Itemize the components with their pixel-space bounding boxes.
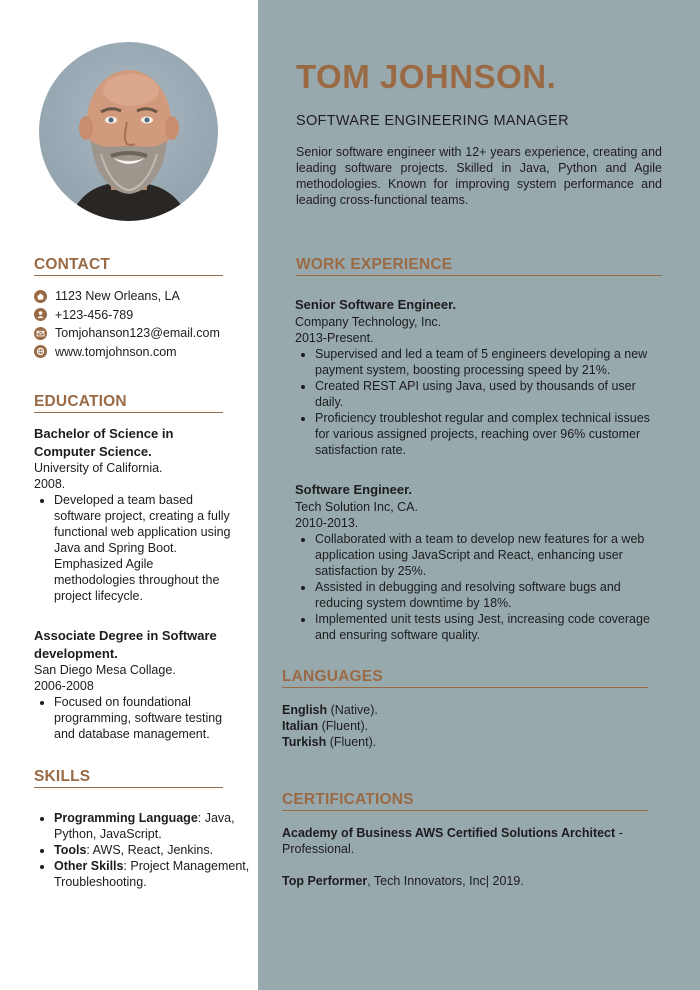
job-bullets (295, 346, 660, 458)
email-icon (34, 327, 47, 340)
contact-list (34, 287, 249, 361)
language-name: English (282, 703, 328, 717)
language-item (282, 718, 378, 734)
certification-detail: , Tech Innovators, Inc| 2019. (367, 874, 524, 888)
profile-photo (39, 42, 218, 221)
left-column (0, 0, 258, 990)
skill-item (54, 810, 264, 842)
job-bullet: • Implemented unit tests using Jest, increasing code coverage and ensuring software quality. (315, 611, 660, 643)
school-name: University of California. (34, 461, 163, 475)
degree-title: Associate Degree in Software development. (34, 628, 217, 661)
languages-list (282, 702, 378, 750)
education-bullet: • Focused on foundational programming, software testing and database management. (54, 694, 234, 742)
language-level: (Fluent). (318, 719, 369, 733)
education-bullet: • Developed a team based software project, creating a fully functional web application using Java and Spring Boot. Emphasized Agile methodologies throughout the project lifecycle. (54, 492, 234, 604)
education-entry (34, 425, 234, 604)
work-experience-heading: WORK EXPERIENCE (296, 256, 453, 273)
certifications-divider (282, 810, 648, 811)
job-entry (295, 481, 660, 643)
candidate-name: TOM JOHNSON. (296, 58, 557, 95)
job-bullet: • Supervised and led a team of 5 engineers developing a new payment system, boosting processing speed by 21%. (315, 346, 660, 378)
education-heading: EDUCATION (34, 393, 127, 410)
globe-icon (34, 345, 47, 358)
education-entry (34, 627, 234, 742)
skill-value: : Project Management, Troubleshooting. (54, 859, 250, 889)
language-level: (Fluent). (326, 735, 377, 749)
degree-title: Bachelor of Science in Computer Science. (34, 426, 174, 459)
job-entry (295, 296, 660, 458)
job-bullet: • Created REST API using Java, used by thousands of user daily. (315, 378, 660, 410)
education-bullets (34, 694, 234, 742)
contact-website-text: www.tomjohnson.com (55, 344, 177, 359)
profile-summary: Senior software engineer with 12+ years experience, creating and leading software projects. Skilled in Java, Python and Agile methodologies. Known for improving system performance and leading cross-functional teams. (296, 145, 662, 207)
contact-address-text: 1123 New Orleans, LA (55, 289, 180, 304)
job-period: 2010-2013. (295, 516, 359, 530)
skill-value: : Java, Python, JavaScript. (54, 811, 235, 841)
skill-label: Tools (54, 843, 87, 857)
skill-item (54, 858, 264, 890)
contact-website (34, 343, 249, 362)
job-title: Software Engineer. (295, 482, 413, 497)
contact-email-text: Tomjohanson123@email.com (55, 326, 220, 341)
skill-value: : AWS, React, Jenkins. (86, 843, 214, 857)
contact-phone-text: +123-456-789 (55, 307, 134, 322)
languages-divider (282, 687, 648, 688)
job-bullet: • Proficiency troubleshot regular and complex technical issues for various assigned projects, reaching over 96% customer satisfaction rate. (315, 410, 660, 458)
job-title: Senior Software Engineer. (295, 297, 457, 312)
languages-heading: LANGUAGES (282, 668, 383, 685)
skills-divider (34, 787, 223, 788)
certifications-list (282, 825, 652, 889)
language-item (282, 734, 378, 750)
certification-name: Academy of Business AWS Certified Solutions Architect (282, 826, 616, 840)
certification-item (282, 873, 652, 889)
home-icon (34, 290, 47, 303)
job-bullet: • Assisted in debugging and resolving software bugs and reducing system downtime by 18%. (315, 579, 660, 611)
candidate-role: SOFTWARE ENGINEERING MANAGER (296, 113, 569, 129)
skill-label: Other Skills (54, 859, 124, 873)
school-name: San Diego Mesa Collage. (34, 663, 176, 677)
skills-heading: SKILLS (34, 768, 91, 785)
phone-icon (34, 308, 47, 321)
portrait-illustration (39, 42, 218, 221)
job-bullets (295, 531, 660, 643)
work-experience-divider (296, 275, 662, 276)
certification-item (282, 825, 652, 857)
skill-item (54, 842, 264, 858)
language-name: Turkish (282, 735, 327, 749)
job-company: Company Technology, Inc. (295, 315, 442, 329)
skills-list (34, 810, 264, 890)
certifications-heading: CERTIFICATIONS (282, 791, 414, 808)
language-item (282, 702, 378, 718)
education-year: 2008. (34, 477, 66, 491)
contact-address (34, 287, 249, 306)
certification-name: Top Performer (282, 874, 368, 888)
skill-label: Programming Language (54, 811, 198, 825)
education-bullets (34, 492, 234, 604)
contact-phone (34, 306, 249, 325)
contact-email (34, 324, 249, 343)
job-bullet: • Collaborated with a team to develop new features for a web application using JavaScript and React, enhancing user satisfaction by 25%. (315, 531, 660, 579)
language-level: (Native). (327, 703, 378, 717)
education-year: 2006-2008 (34, 679, 94, 693)
contact-divider (34, 275, 223, 276)
certification-detail: - Professional. (282, 826, 623, 856)
contact-heading: CONTACT (34, 256, 111, 273)
education-divider (34, 412, 223, 413)
language-name: Italian (282, 719, 319, 733)
job-period: 2013-Present. (295, 331, 374, 345)
job-company: Tech Solution Inc, CA. (295, 500, 418, 514)
